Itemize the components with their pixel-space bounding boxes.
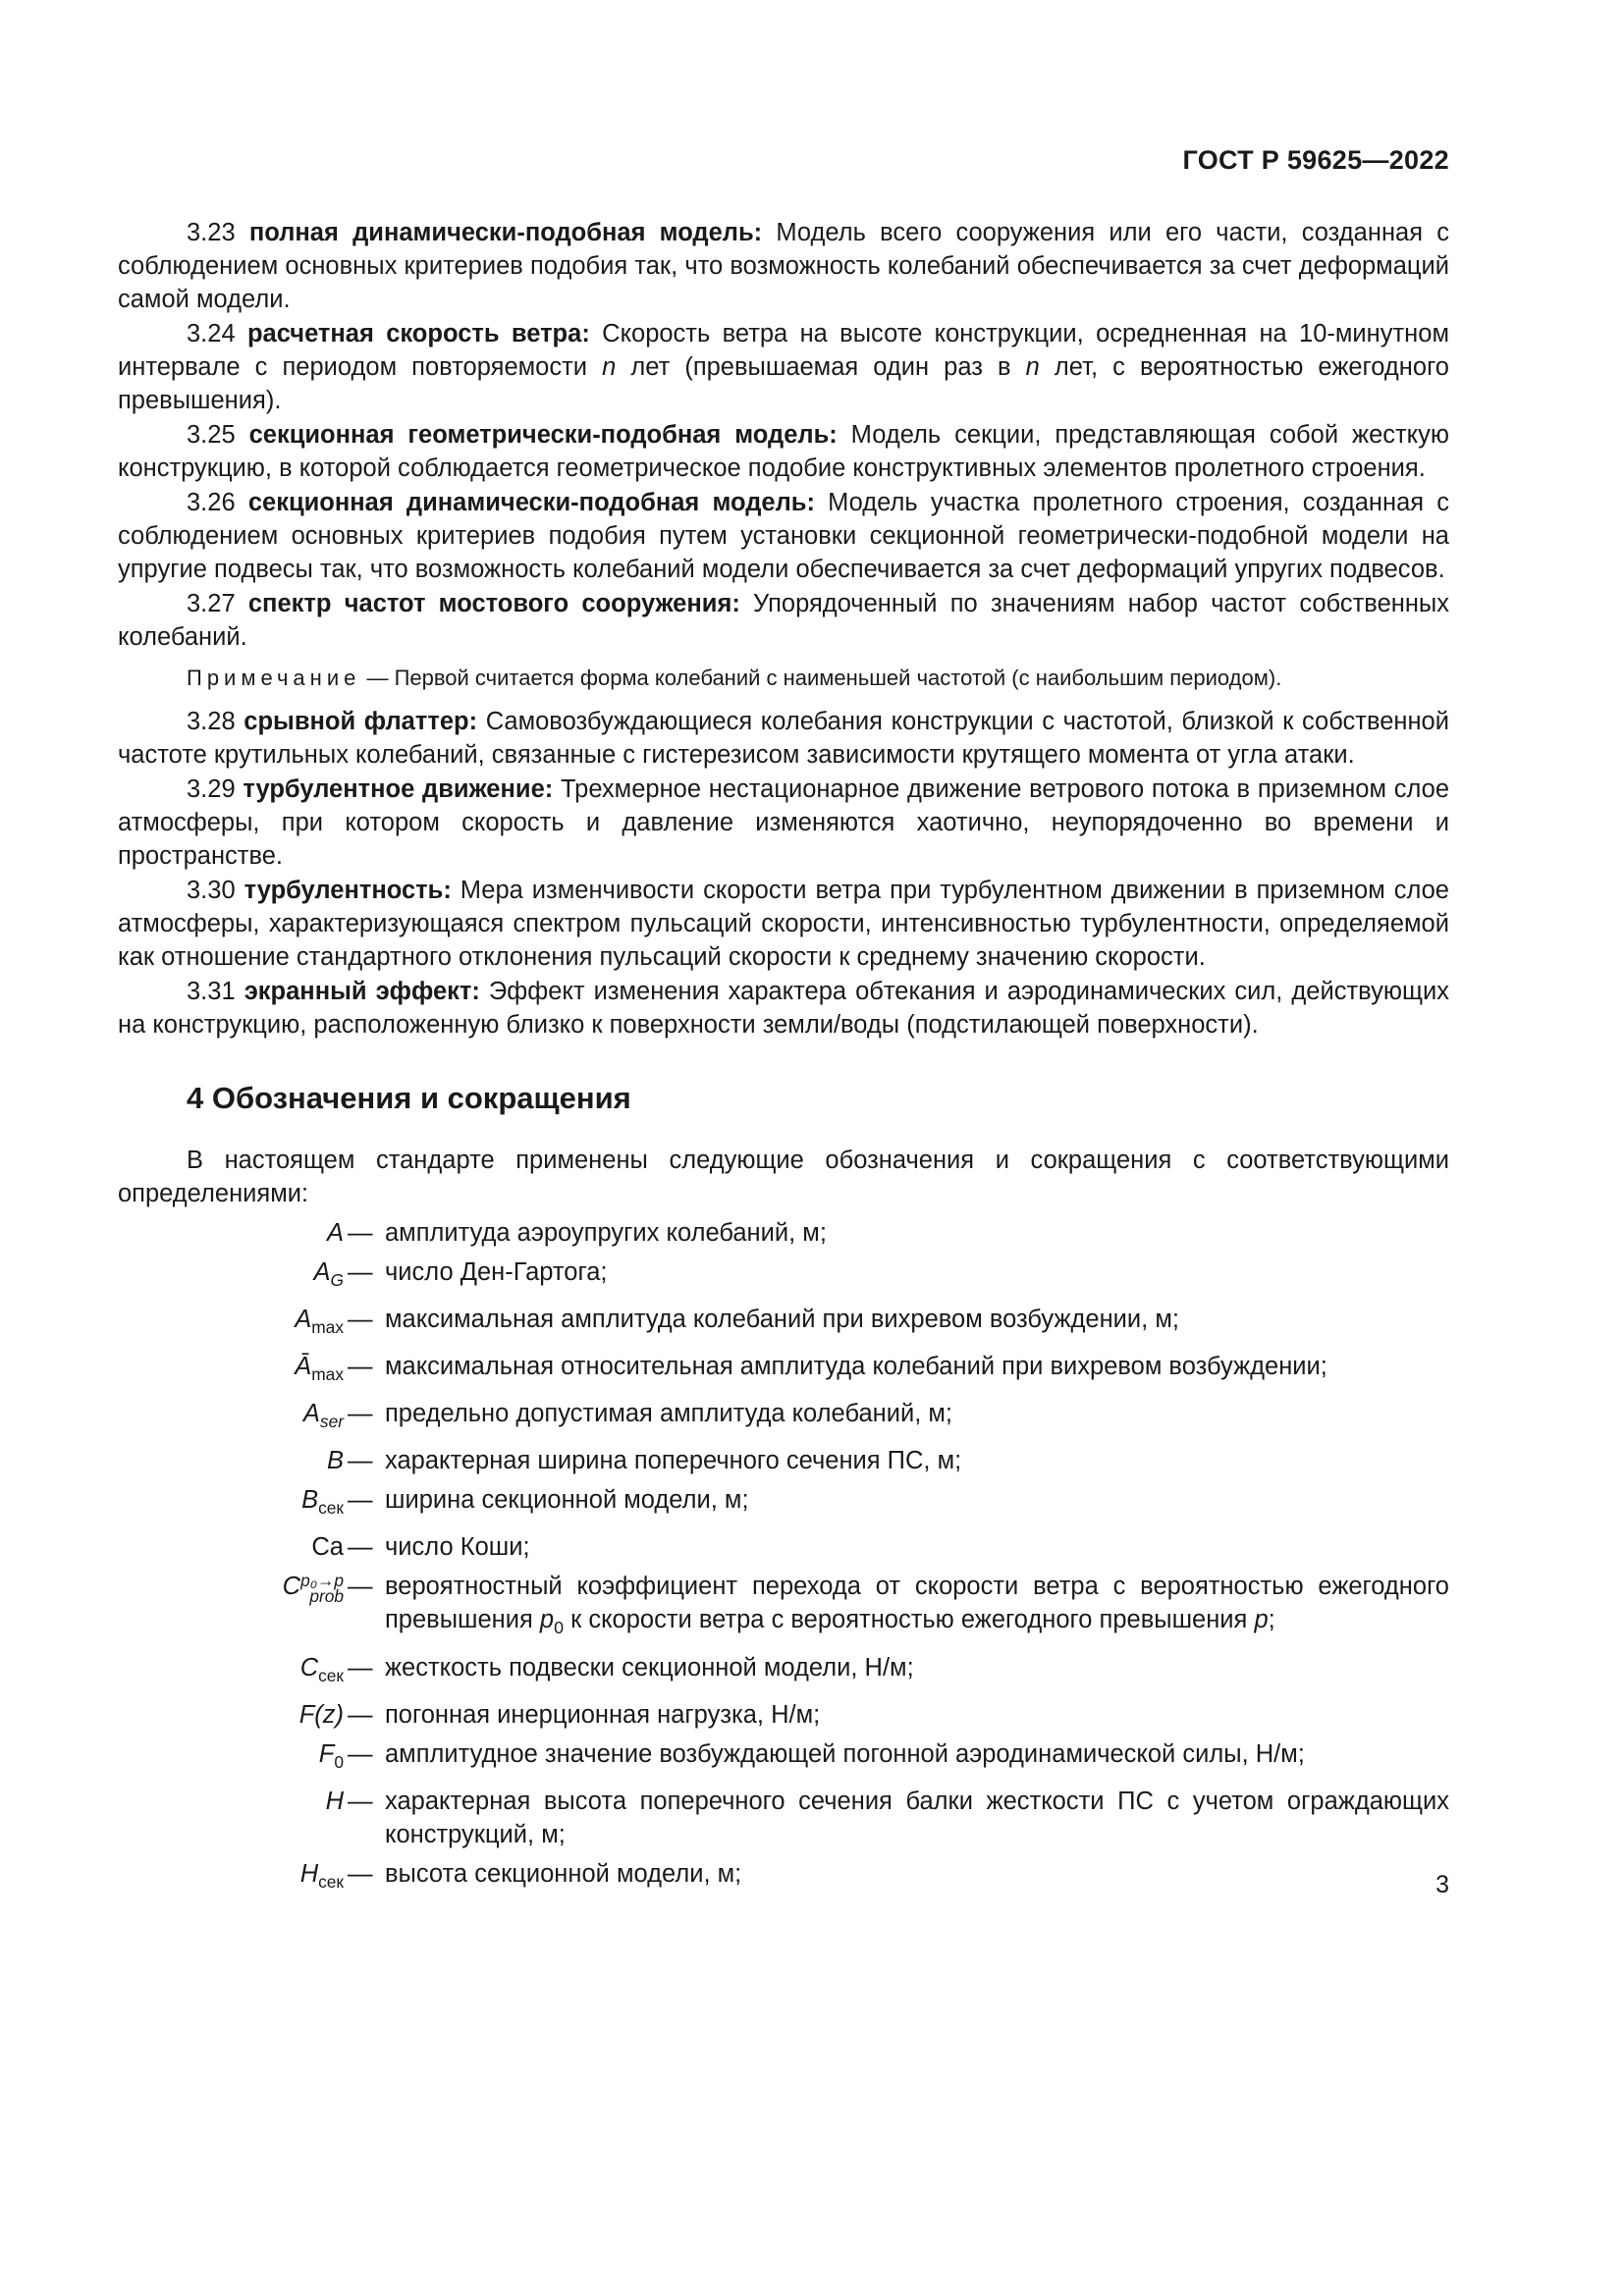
symbol-row: $Ā_{max}$ — максимальная относительная амплитуда колебаний при вихревом возбуждении; — [118, 1350, 1449, 1391]
symbol-definition: число Коши; — [385, 1533, 530, 1562]
symbol: Ca — [311, 1533, 344, 1562]
symbol: $B_{сек}$ — [301, 1486, 344, 1519]
document-id-header: ГОСТ Р 59625—2022 — [1182, 145, 1449, 175]
symbol-row: C p₀→p prob — вероятностный коэффициент перехода от скорости ветра с вероятностью ежегодного превышения $p_0$ к скорости ветра с вероятностью ежегодного превышения p; — [118, 1570, 1449, 1644]
symbol-definition: максимальная амплитуда колебаний при вихревом возбуждении, м; — [385, 1306, 1179, 1334]
term-3-30: 3.30 турбулентность: Мера изменчивости скорости ветра при турбулентном движении в приземном слое атмосферы, характеризующаяся спектром пульсаций скорости, интенсивностью турбулентности, определяемой как отношение стандартного отклонения пульсаций скорости к среднему значению скорости. — [118, 877, 1449, 971]
section-4-intro: В настоящем стандарте применены следующие обозначения и сокращения с соответствующими определениями: — [118, 1147, 1449, 1207]
symbol-definition: жесткость подвески секционной модели, Н/м; — [385, 1653, 914, 1682]
symbol-row: $C_{сек}$ — жесткость подвески секционной модели, Н/м; — [118, 1651, 1449, 1692]
term-3-28: 3.28 срывной флаттер: Самовозбуждающиеся колебания конструкции с частотой, близкой к собственной частоте крутильных колебаний, связанные с гистерезисом зависимости крутящего момента от угла атаки. — [118, 708, 1449, 769]
symbol: $Ā_{max}$ — [295, 1353, 344, 1385]
symbol-row: F(z) — погонная инерционная нагрузка, Н/м; — [118, 1698, 1449, 1732]
term-3-29: 3.29 турбулентное движение: Трехмерное нестационарное движение ветрового потока в приземном слое атмосферы, при котором скорость и давление изменяются хаотично, неупорядоченно во времени и пространстве. — [118, 775, 1450, 870]
symbol: $C_{сек}$ — [299, 1653, 344, 1685]
note-label: Примечание — [187, 666, 361, 690]
symbol: $A_{ser}$ — [302, 1400, 344, 1432]
symbol: $A_{max}$ — [295, 1306, 344, 1338]
symbol: H — [325, 1787, 344, 1815]
symbol-definition: амплитуда аэроупругих колебаний, м; — [385, 1219, 827, 1247]
symbol-row: $A_{max}$ — максимальная амплитуда колебаний при вихревом возбуждении, м; — [118, 1303, 1449, 1344]
term-3-24: 3.24 расчетная скорость ветра: Скорость ветра на высоте конструкции, осредненная на 10-минутном интервале с периодом повторяемости n лет (превышаемая один раз в n лет, с вероятностью ежегодного превышения). — [118, 320, 1449, 414]
symbol-definition: высота секционной модели, м; — [385, 1859, 742, 1888]
term-3-27: 3.27 спектр частот мостового сооружения: Упорядоченный по значениям набор частот собственных колебаний. — [118, 590, 1449, 651]
symbol-row: $H_{сек}$ — высота секционной модели, м; — [118, 1857, 1449, 1898]
symbol-row: $B_{сек}$ — ширина секционной модели, м; — [118, 1483, 1449, 1524]
symbol: A — [326, 1219, 344, 1247]
symbol-definition: максимальная относительная амплитуда колебаний при вихревом возбуждении; — [385, 1353, 1327, 1381]
symbol: $A_G$ — [313, 1258, 344, 1291]
symbol-row: H — характерная высота поперечного сечения балки жесткости ПС с учетом ограждающих конструкций, м; — [118, 1785, 1449, 1851]
symbol-row: B — характерная ширина поперечного сечения ПС, м; — [118, 1444, 1449, 1477]
section-4-heading: 4 Обозначения и сокращения — [187, 1081, 631, 1115]
page-content — [118, 216, 1449, 1904]
symbol-row: Ca — число Коши; — [118, 1530, 1449, 1564]
term-3-25: 3.25 секционная геометрически-подобная модель: Модель секции, представляющая собой жесткую конструкцию, в которой соблюдается геометрическое подобие конструктивных элементов пролетного строения. — [118, 421, 1450, 482]
note: Примечание — Первой считается форма колебаний с наименьшей частотой (с наибольшим периодом). — [187, 666, 1282, 690]
symbol-definition: погонная инерционная нагрузка, Н/м; — [385, 1700, 821, 1729]
symbol-definition: предельно допустимая амплитуда колебаний, м; — [385, 1400, 953, 1428]
term-3-26: 3.26 секционная динамически-подобная модель: Модель участка пролетного строения, созданная с соблюдением основных критериев подобия путем установки секционной геометрически-подобной модели на упругие подвесы так, что возможность колебаний модели обеспечивается за счет деформаций упругих подвесов. — [118, 489, 1449, 583]
symbol-row: $A_{ser}$ — предельно допустимая амплитуда колебаний, м; — [118, 1397, 1449, 1438]
symbol-row: A — амплитуда аэроупругих колебаний, м; — [118, 1216, 1449, 1250]
symbol: C p₀→p prob — [282, 1570, 344, 1606]
symbol: $F_0$ — [318, 1739, 344, 1772]
symbol: $H_{сек}$ — [299, 1859, 344, 1892]
symbol: F(z) — [298, 1700, 344, 1729]
symbol-definition: вероятностный коэффициент перехода от скорости ветра с вероятностью ежегодного превышения $p_0$ к скорости ветра с вероятностью ежегодного превышения p; — [385, 1573, 1449, 1638]
symbol-definition: амплитудное значение возбуждающей погонной аэродинамической силы, Н/м; — [385, 1739, 1305, 1768]
symbol-definition: ширина секционной модели, м; — [385, 1486, 749, 1515]
page-number: 3 — [1435, 1871, 1449, 1898]
symbol-definition: число Ден-Гартога; — [385, 1258, 608, 1286]
symbol-row: $F_0$ — амплитудное значение возбуждающей погонной аэродинамической силы, Н/м; — [118, 1737, 1449, 1779]
symbol: B — [326, 1447, 344, 1475]
symbol-row: $A_G$ — число Ден-Гартога; — [118, 1255, 1449, 1297]
term-3-31: 3.31 экранный эффект: Эффект изменения характера обтекания и аэродинамических сил, действующих на конструкцию, расположенную близко к поверхности земли/воды (подстилающей поверхности). — [118, 978, 1449, 1039]
term-3-23: 3.23 полная динамически-подобная модель: Модель всего сооружения или его части, созданная с соблюдением основных критериев подобия так, что возможность колебаний обеспечивается за счет деформаций самой модели. — [118, 219, 1449, 313]
symbol-definition: характерная ширина поперечного сечения ПС, м; — [385, 1447, 962, 1475]
symbols-list — [118, 1216, 1449, 1898]
symbol-definition: характерная высота поперечного сечения балки жесткости ПС с учетом ограждающих конструкций, м; — [385, 1787, 1449, 1848]
